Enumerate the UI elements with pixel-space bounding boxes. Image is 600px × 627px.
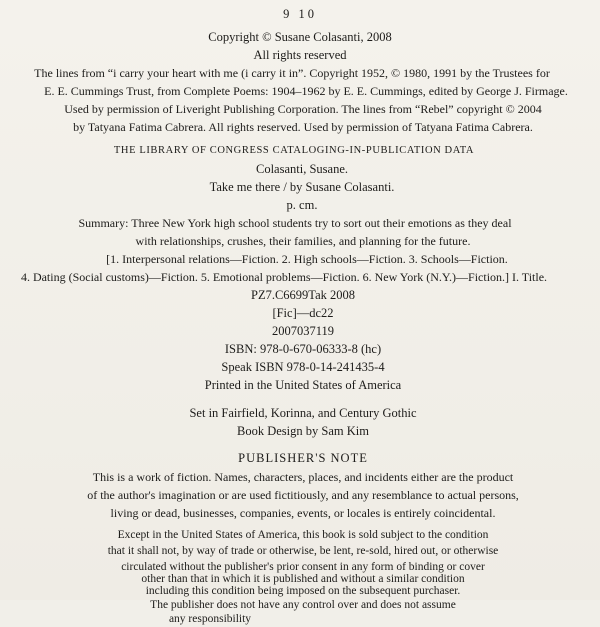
note-para2-line: that it shall not, by way of trade or otherwise, be lent, re-sold, hired out, or otherwise [107, 545, 499, 557]
classification: [Fic]—dc22 [272, 306, 334, 320]
permissions-line: Used by permission of Liveright Publishing Corporation. The lines from “Rebel” copyright © 2004 [64, 102, 542, 116]
book-design-line: Book Design by Sam Kim [237, 424, 369, 438]
note-para2-line: other than that in which it is published and without a similar condition [141, 573, 465, 585]
cip-subjects: 4. Dating (Social customs)—Fiction. 5. Emotional problems—Fiction. 6. New York (N.Y.)—Fiction.] I. Title. [20, 270, 548, 284]
call-number: PZ7.C6699Tak 2008 [251, 288, 355, 302]
isbn: ISBN: 978-0-670-06333-8 (hc) [224, 342, 382, 356]
note-para2-line: including this condition being imposed on the subsequent purchaser. [145, 585, 461, 597]
publishers-note-heading: PUBLISHER'S NOTE [238, 451, 368, 465]
cip-pages: p. cm. [286, 198, 318, 212]
speak-isbn: Speak ISBN 978-0-14-241435-4 [221, 360, 385, 374]
cip-summary: with relationships, crushes, their families, and planning for the future. [135, 234, 471, 248]
permissions-line: by Tatyana Fatima Cabrera. All rights reserved. Used by permission of Tatyana Fatima Cabrera. [73, 120, 533, 134]
note-para3-line: any responsibility [168, 613, 252, 625]
note-para2-line: Except in the United States of America, this book is sold subject to the condition [117, 529, 489, 541]
copyright-line: Copyright © Susane Colasanti, 2008 [208, 30, 392, 44]
note-para1-line: of the author's imagination or are used fictitiously, and any resemblance to actual persons, [87, 488, 519, 502]
permissions-line: E. E. Cummings Trust, from Complete Poems: 1904–1962 by E. E. Cummings, edited by George J. Firmage. [44, 84, 568, 98]
cip-subjects: [1. Interpersonal relations—Fiction. 2. High schools—Fiction. 3. Schools—Fiction. [106, 252, 508, 266]
page-numbers: 9 10 [283, 7, 317, 21]
printed-in: Printed in the United States of America [204, 378, 402, 392]
cip-title: Take me there / by Susane Colasanti. [209, 180, 395, 194]
typefaces-line: Set in Fairfield, Korinna, and Century Gothic [189, 406, 417, 420]
note-para3-line: The publisher does not have any control over and does not assume [150, 599, 456, 611]
lccn: 2007037119 [271, 324, 335, 338]
permissions-line: The lines from “i carry your heart with me (i carry it in”. Copyright 1952, © 1980, 1991 by the Trustees for [34, 66, 550, 80]
note-para1-line: living or dead, businesses, companies, events, or locales is entirely coincidental. [110, 506, 496, 520]
note-para2-line: circulated without the publisher's prior consent in any form of binding or cover [121, 561, 485, 573]
note-para1-line: This is a work of fiction. Names, characters, places, and incidents either are the product [92, 470, 514, 484]
cip-heading: THE LIBRARY OF CONGRESS CATALOGING-IN-PUBLICATION DATA [113, 145, 475, 156]
rights-reserved: All rights reserved [253, 48, 347, 62]
cip-author: Colasanti, Susane. [255, 162, 348, 176]
cip-summary: Summary: Three New York high school students try to sort out their emotions as they deal [78, 216, 512, 230]
